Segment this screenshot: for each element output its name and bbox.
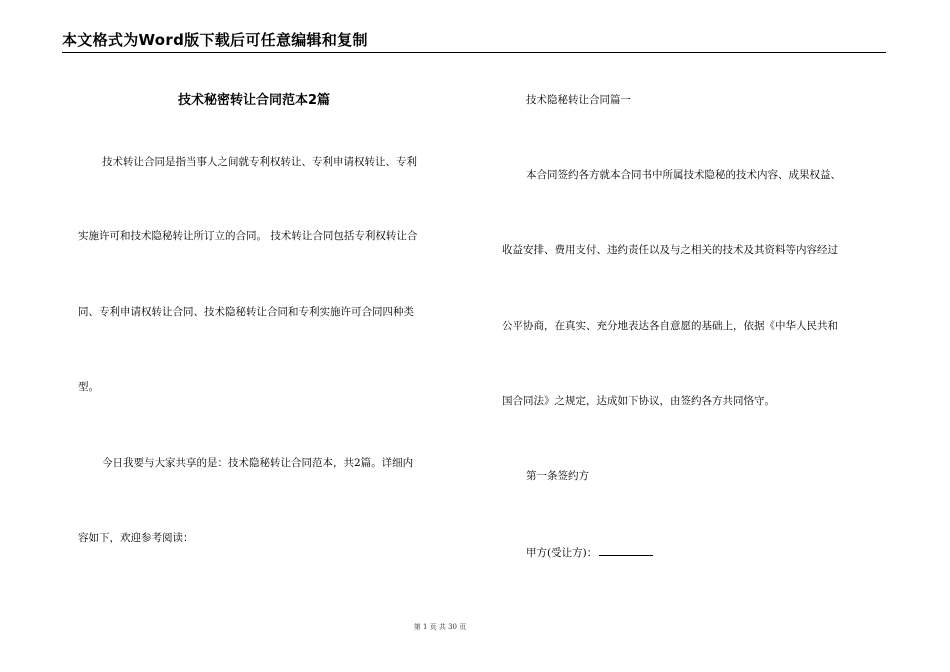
paragraph-line: 容如下，欢迎参考阅读： (78, 532, 194, 544)
article-heading: 第一条签约方 (526, 470, 589, 482)
paragraph-line: 技术转让合同是指当事人之间就专利权转让、专利申请权转让、专利 (102, 156, 417, 168)
page-footer: 第 1 页 共 30 页 (413, 623, 467, 631)
paragraph-line: 国合同法》之规定，达成如下协议，由签约各方共同恪守。 (502, 395, 775, 407)
paragraph-line: 同、专利申请权转让合同、技术隐秘转让合同和专利实施许可合同四种类 (78, 306, 414, 318)
document-title: 技术秘密转让合同范本2篇 (178, 93, 331, 108)
download-banner: 本文格式为Word版下载后可任意编辑和复制 (62, 31, 368, 49)
paragraph-line: 收益安排、费用支付、违约责任以及与之相关的技术及其资料等内容经过 (502, 244, 838, 256)
party-a-line (526, 543, 653, 561)
party-a-label: 甲方(受让方)： (526, 547, 598, 559)
paragraph-line: 实施许可和技术隐秘转让所订立的合同。 技术转让合同包括专利权转让合 (78, 230, 418, 242)
paragraph-line: 公平协商，在真实、充分地表达各自意愿的基础上，依据《中华人民共和 (502, 320, 838, 332)
party-a-blank (599, 543, 653, 556)
paragraph-line: 今日我要与大家共享的是：技术隐秘转让合同范本，共2篇。详细内 (102, 457, 414, 469)
paragraph-line: 本合同签约各方就本合同书中所属技术隐秘的技术内容、成果权益、 (526, 169, 841, 181)
header-rule (62, 52, 886, 53)
paragraph-line: 型。 (78, 381, 99, 393)
section-heading: 技术隐秘转让合同篇一 (526, 94, 631, 106)
